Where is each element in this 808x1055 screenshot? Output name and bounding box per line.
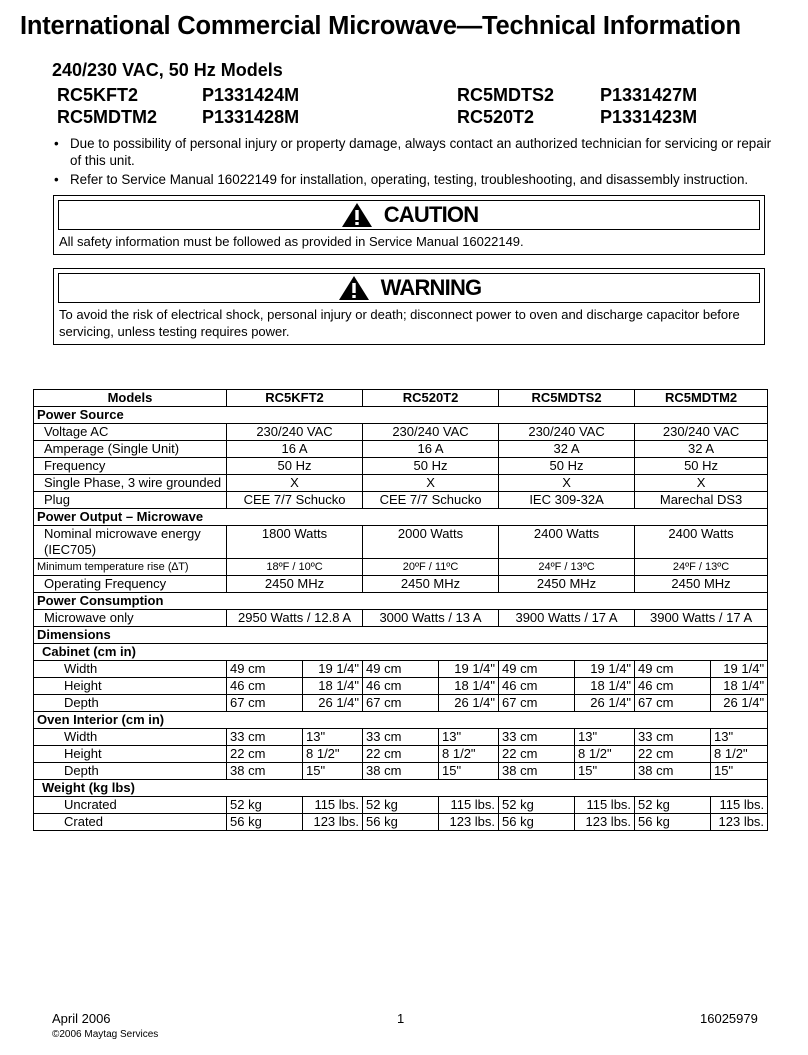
table-row: [34, 492, 768, 509]
metric-value: 56 kg: [635, 814, 711, 831]
cell-value: 2400 Watts: [499, 526, 635, 559]
cell-value: 2450 MHz: [227, 576, 363, 593]
cell-value: 2400 Watts: [635, 526, 768, 559]
imperial-value: 26 1/4": [303, 695, 363, 712]
imperial-value: 123 lbs.: [439, 814, 499, 831]
row-label: Microwave only: [34, 610, 227, 627]
cell-value: IEC 309-32A: [499, 492, 635, 509]
metric-value: 22 cm: [363, 746, 439, 763]
metric-value: 33 cm: [363, 729, 439, 746]
subsection-title: Cabinet (cm in): [34, 644, 768, 661]
cell-value: X: [499, 475, 635, 492]
imperial-value: 13": [439, 729, 499, 746]
imperial-value: 115 lbs.: [575, 797, 635, 814]
table-row: [34, 695, 768, 712]
section-row: [34, 509, 768, 526]
row-label: Width: [34, 661, 227, 678]
imperial-value: 15": [439, 763, 499, 780]
cell-value: 2450 MHz: [363, 576, 499, 593]
table-row: [34, 678, 768, 695]
metric-value: 46 cm: [227, 678, 303, 695]
part-number: P1331423M: [600, 107, 698, 127]
section-row: [34, 407, 768, 424]
imperial-value: 18 1/4": [303, 678, 363, 695]
section-title: Power Source: [34, 407, 768, 424]
warning-triangle-icon: [340, 201, 374, 229]
row-label: Uncrated: [34, 797, 227, 814]
cell-value: 18ºF / 10ºC: [227, 559, 363, 576]
footer-date: April 2006: [52, 1011, 111, 1026]
header-cell: RC5KFT2: [227, 390, 363, 407]
table-row: [34, 441, 768, 458]
row-label: Width: [34, 729, 227, 746]
part-number: P1331427M: [600, 85, 698, 105]
row-label: Single Phase, 3 wire grounded: [34, 475, 227, 492]
cell-value: 24ºF / 13ºC: [635, 559, 768, 576]
metric-value: 46 cm: [363, 678, 439, 695]
metric-value: 56 kg: [227, 814, 303, 831]
metric-value: 46 cm: [499, 678, 575, 695]
cell-value: 16 A: [363, 441, 499, 458]
metric-value: 22 cm: [635, 746, 711, 763]
cell-value: 230/240 VAC: [499, 424, 635, 441]
cell-value: 50 Hz: [635, 458, 768, 475]
metric-value: 52 kg: [363, 797, 439, 814]
cell-value: X: [227, 475, 363, 492]
bullet-text: Due to possibility of personal injury or property damage, always contact an authorized technician for servicing or repair of this unit.: [70, 136, 772, 168]
cell-value: 3900 Watts / 17 A: [499, 610, 635, 627]
bullet-item: [50, 135, 780, 169]
part-number: P1331428M: [202, 107, 300, 127]
bullet-text: Refer to Service Manual 16022149 for installation, operating, testing, troubleshooting, and disassembly instruction.: [70, 172, 749, 187]
row-label: Nominal microwave energy (IEC705): [34, 526, 227, 559]
metric-value: 49 cm: [363, 661, 439, 678]
cell-value: 1800 Watts: [227, 526, 363, 559]
imperial-value: 19 1/4": [303, 661, 363, 678]
imperial-value: 13": [575, 729, 635, 746]
caution-box: [53, 195, 765, 255]
warning-heading: WARNING: [380, 275, 482, 300]
metric-value: 56 kg: [363, 814, 439, 831]
metric-value: 22 cm: [499, 746, 575, 763]
table-header-row: [34, 390, 768, 407]
cell-value: 50 Hz: [227, 458, 363, 475]
cell-value: 2950 Watts / 12.8 A: [227, 610, 363, 627]
imperial-value: 13": [303, 729, 363, 746]
section-title: Power Consumption: [34, 593, 768, 610]
warning-box: [53, 268, 765, 345]
subsection-row: [34, 780, 768, 797]
subsection-row: [34, 644, 768, 661]
metric-value: 52 kg: [227, 797, 303, 814]
table-row: [34, 797, 768, 814]
metric-value: 49 cm: [635, 661, 711, 678]
section-row: [34, 593, 768, 610]
table-row: [34, 729, 768, 746]
imperial-value: 123 lbs.: [303, 814, 363, 831]
row-label: Plug: [34, 492, 227, 509]
cell-value: Marechal DS3: [635, 492, 768, 509]
row-label: Depth: [34, 695, 227, 712]
table-row: [34, 526, 768, 559]
cell-value: 32 A: [499, 441, 635, 458]
imperial-value: 123 lbs.: [575, 814, 635, 831]
table-row: [34, 661, 768, 678]
section-title: Dimensions: [34, 627, 768, 644]
table-row: [34, 458, 768, 475]
caution-header: [58, 200, 760, 230]
table-row: [34, 610, 768, 627]
cell-value: 16 A: [227, 441, 363, 458]
metric-value: 38 cm: [227, 763, 303, 780]
bullet-dot-icon: •: [54, 136, 59, 151]
cell-value: X: [363, 475, 499, 492]
row-label: Amperage (Single Unit): [34, 441, 227, 458]
imperial-value: 19 1/4": [711, 661, 768, 678]
cell-value: 2450 MHz: [499, 576, 635, 593]
metric-value: 49 cm: [227, 661, 303, 678]
table-row: [34, 559, 768, 576]
imperial-value: 115 lbs.: [303, 797, 363, 814]
imperial-value: 15": [575, 763, 635, 780]
cell-value: 3000 Watts / 13 A: [363, 610, 499, 627]
cell-value: CEE 7/7 Schucko: [227, 492, 363, 509]
imperial-value: 15": [711, 763, 768, 780]
cell-value: 50 Hz: [363, 458, 499, 475]
imperial-value: 18 1/4": [439, 678, 499, 695]
metric-value: 46 cm: [635, 678, 711, 695]
cell-value: 2450 MHz: [635, 576, 768, 593]
metric-value: 38 cm: [635, 763, 711, 780]
imperial-value: 18 1/4": [575, 678, 635, 695]
row-label: Height: [34, 746, 227, 763]
table-row: [34, 424, 768, 441]
model-code: RC520T2: [457, 107, 535, 127]
document-title: International Commercial Microwave—Technical Information: [20, 12, 741, 40]
imperial-value: 13": [711, 729, 768, 746]
page-number: 1: [397, 1011, 405, 1026]
table-row: [34, 576, 768, 593]
metric-value: 56 kg: [499, 814, 575, 831]
metric-value: 52 kg: [499, 797, 575, 814]
row-label: Depth: [34, 763, 227, 780]
row-label: Crated: [34, 814, 227, 831]
row-label: Operating Frequency: [34, 576, 227, 593]
imperial-value: 15": [303, 763, 363, 780]
row-label: Voltage AC: [34, 424, 227, 441]
imperial-value: 8 1/2": [575, 746, 635, 763]
models-subtitle: 240/230 VAC, 50 Hz Models: [52, 60, 283, 80]
imperial-value: 18 1/4": [711, 678, 768, 695]
model-code: RC5KFT2: [57, 85, 139, 105]
header-cell: Models: [34, 390, 227, 407]
table-row: [34, 475, 768, 492]
imperial-value: 19 1/4": [439, 661, 499, 678]
imperial-value: 115 lbs.: [711, 797, 768, 814]
table-row: [34, 814, 768, 831]
row-label: Minimum temperature rise (∆T): [34, 559, 227, 576]
metric-value: 67 cm: [363, 695, 439, 712]
metric-value: 33 cm: [227, 729, 303, 746]
table-row: [34, 746, 768, 763]
cell-value: 20ºF / 11ºC: [363, 559, 499, 576]
cell-value: 2000 Watts: [363, 526, 499, 559]
subsection-title: Oven Interior (cm in): [34, 712, 768, 729]
row-label: Frequency: [34, 458, 227, 475]
metric-value: 33 cm: [635, 729, 711, 746]
imperial-value: 26 1/4": [439, 695, 499, 712]
cell-value: 230/240 VAC: [635, 424, 768, 441]
imperial-value: 123 lbs.: [711, 814, 768, 831]
metric-value: 67 cm: [227, 695, 303, 712]
imperial-value: 8 1/2": [439, 746, 499, 763]
bullet-dot-icon: •: [54, 172, 59, 187]
metric-value: 22 cm: [227, 746, 303, 763]
metric-value: 52 kg: [635, 797, 711, 814]
bullet-item: [50, 171, 780, 188]
section-title: Power Output – Microwave: [34, 509, 768, 526]
model-code: RC5MDTM2: [57, 107, 158, 127]
warning-header: [58, 273, 760, 303]
table-row: [34, 763, 768, 780]
model-code: RC5MDTS2: [457, 85, 555, 105]
metric-value: 49 cm: [499, 661, 575, 678]
imperial-value: 8 1/2": [303, 746, 363, 763]
notice-bullets: [50, 135, 780, 190]
imperial-value: 8 1/2": [711, 746, 768, 763]
warning-text: To avoid the risk of electrical shock, personal injury or death; disconnect power to oven and discharge capacitor before servicing, unless testing requires power.: [59, 307, 740, 339]
cell-value: CEE 7/7 Schucko: [363, 492, 499, 509]
imperial-value: 26 1/4": [575, 695, 635, 712]
header-cell: RC5MDTS2: [499, 390, 635, 407]
cell-value: 3900 Watts / 17 A: [635, 610, 768, 627]
cell-value: 24ºF / 13ºC: [499, 559, 635, 576]
document-number: 16025979: [700, 1011, 758, 1026]
imperial-value: 19 1/4": [575, 661, 635, 678]
metric-value: 38 cm: [499, 763, 575, 780]
header-cell: RC520T2: [363, 390, 499, 407]
warning-triangle-icon: [337, 274, 371, 302]
part-number: P1331424M: [202, 85, 300, 105]
metric-value: 38 cm: [363, 763, 439, 780]
cell-value: 230/240 VAC: [363, 424, 499, 441]
cell-value: 32 A: [635, 441, 768, 458]
caution-heading: CAUTION: [383, 202, 479, 227]
cell-value: X: [635, 475, 768, 492]
metric-value: 67 cm: [635, 695, 711, 712]
imperial-value: 115 lbs.: [439, 797, 499, 814]
spec-table: [33, 389, 768, 831]
metric-value: 67 cm: [499, 695, 575, 712]
caution-text: All safety information must be followed as provided in Service Manual 16022149.: [59, 234, 524, 249]
metric-value: 33 cm: [499, 729, 575, 746]
header-cell: RC5MDTM2: [635, 390, 768, 407]
footer-copyright: ©2006 Maytag Services: [52, 1029, 159, 1040]
section-row: [34, 627, 768, 644]
row-label: Height: [34, 678, 227, 695]
subsection-title: Weight (kg lbs): [34, 780, 768, 797]
cell-value: 50 Hz: [499, 458, 635, 475]
cell-value: 230/240 VAC: [227, 424, 363, 441]
imperial-value: 26 1/4": [711, 695, 768, 712]
subsection-row: [34, 712, 768, 729]
